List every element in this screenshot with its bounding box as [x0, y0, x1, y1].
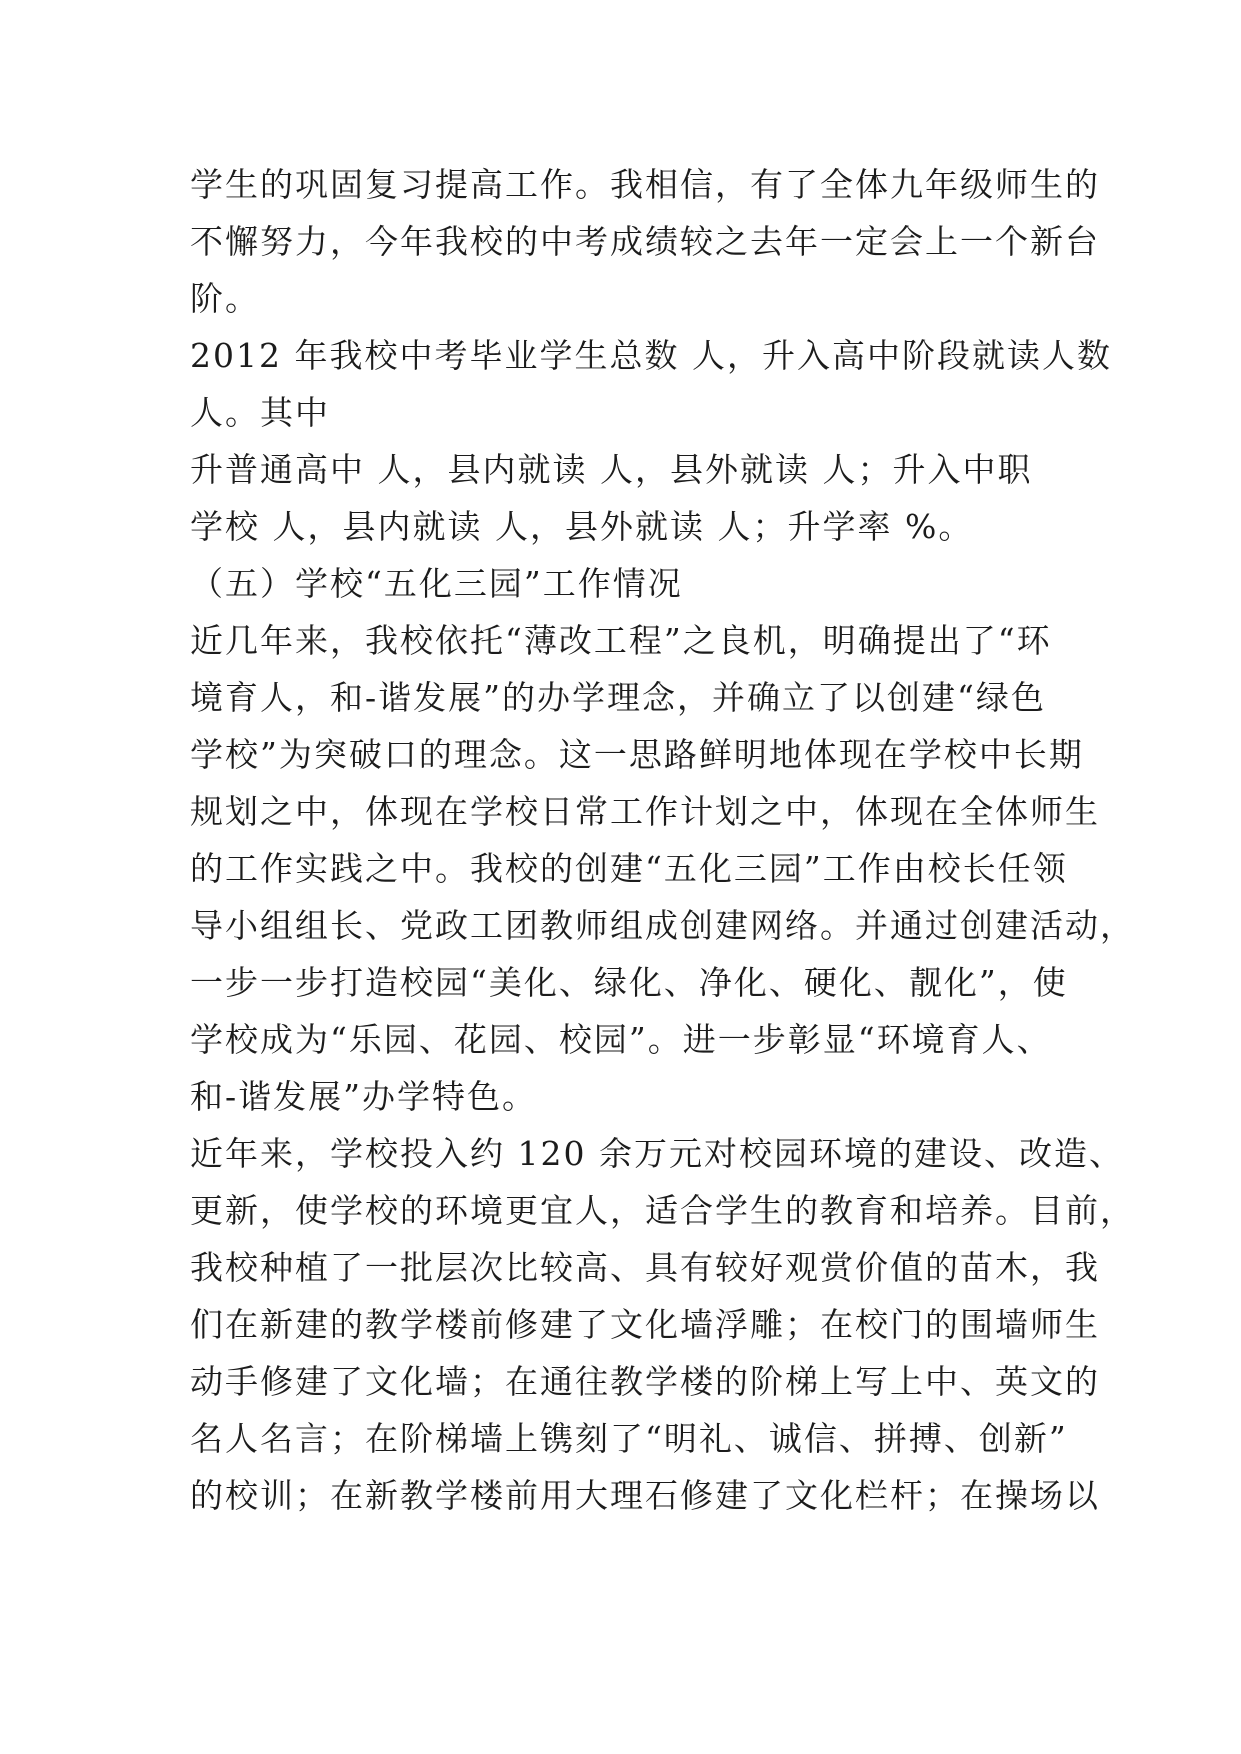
text-line: 学校 人，县内就读 人，县外就读 人；升学率 %。 [190, 507, 974, 546]
text-line: 不懈努力，今年我校的中考成绩较之去年一定会上一个新台 [190, 222, 1100, 261]
text-line: 学生的巩固复习提高工作。我相信，有了全体九年级师生的 [190, 165, 1100, 204]
text-line: 更新，使学校的环境更宜人，适合学生的教育和培养。目前， [190, 1191, 1135, 1230]
text-line: 人。其中 [190, 393, 330, 432]
text-line: 近年来，学校投入约 120 余万元对校园环境的建设、改造、 [190, 1134, 1124, 1173]
text-line: 2012 年我校中考毕业学生总数 人，升入高中阶段就读人数 [190, 336, 1112, 375]
section-heading: （五）学校“五化三园”工作情况 [190, 564, 683, 603]
text-line: 导小组组长、党政工团教师组成创建网络。并通过创建活动， [190, 906, 1135, 945]
text-line: 我校种植了一批层次比较高、具有较好观赏价值的苗木，我 [190, 1248, 1100, 1287]
text-line: 名人名言；在阶梯墙上镌刻了“明礼、诚信、拼搏、创新” [190, 1419, 1068, 1458]
text-line: 的校训；在新教学楼前用大理石修建了文化栏杆；在操场以 [190, 1476, 1100, 1515]
text-line: 一步一步打造校园“美化、绿化、净化、硬化、靓化”，使 [190, 963, 1068, 1002]
text-line: 学校成为“乐园、花园、校园”。进一步彰显“环境育人、 [190, 1020, 1052, 1059]
text-line: 们在新建的教学楼前修建了文化墙浮雕；在校门的围墙师生 [190, 1305, 1100, 1344]
text-line: 学校”为突破口的理念。这一思路鲜明地体现在学校中长期 [190, 735, 1084, 774]
text-line: 境育人，和-谐发展”的办学理念，并确立了以创建“绿色 [190, 678, 1046, 717]
text-line: 阶。 [190, 279, 260, 318]
text-line: 的工作实践之中。我校的创建“五化三园”工作由校长任领 [190, 849, 1068, 888]
text-line: 规划之中，体现在学校日常工作计划之中，体现在全体师生 [190, 792, 1100, 831]
text-line: 近几年来，我校依托“薄改工程”之良机，明确提出了“环 [190, 621, 1052, 660]
text-line: 升普通高中 人，县内就读 人，县外就读 人；升入中职 [190, 450, 1033, 489]
text-line: 和-谐发展”办学特色。 [190, 1077, 538, 1116]
text-line: 动手修建了文化墙；在通往教学楼的阶梯上写上中、英文的 [190, 1362, 1100, 1401]
